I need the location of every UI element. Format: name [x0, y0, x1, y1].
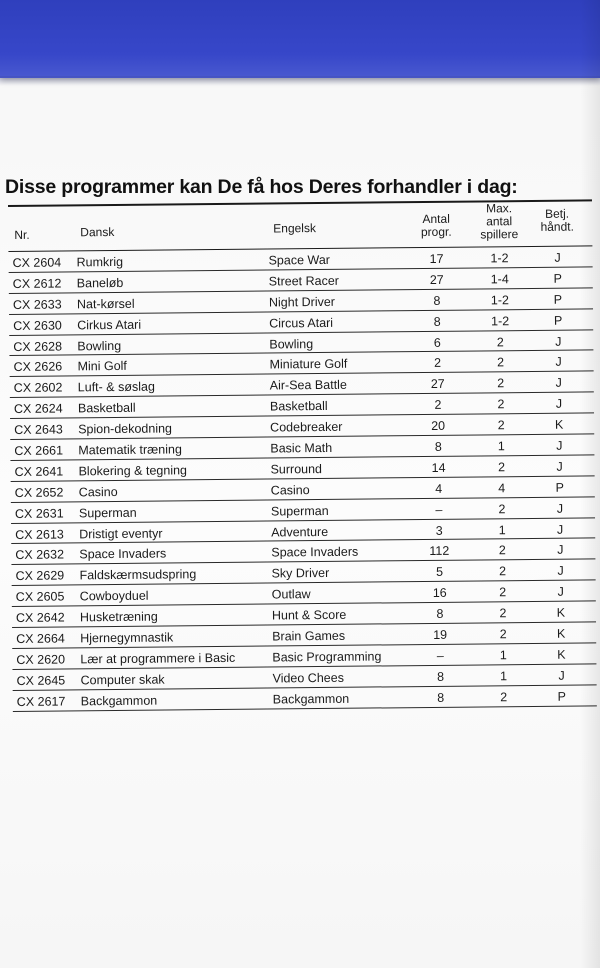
- cell-engelsk: Sky Driver: [271, 566, 330, 581]
- page-edge-shade: [580, 0, 600, 968]
- header-antal-line2: progr.: [420, 224, 452, 240]
- cell-betj-handt: J: [556, 501, 564, 516]
- cell-engelsk: Street Racer: [268, 273, 339, 289]
- cell-nr: CX 2605: [15, 589, 65, 605]
- cell-antal-progr: –: [436, 648, 444, 663]
- cell-dansk: Bowling: [77, 338, 122, 353]
- cell-dansk: Rumkrig: [76, 254, 124, 270]
- cell-antal-progr: 16: [432, 586, 447, 601]
- cell-max-spillere: 1-2: [490, 251, 509, 266]
- cell-nr: CX 2643: [14, 422, 63, 438]
- header-max-line1: Max.: [485, 201, 513, 216]
- cell-max-spillere: 1-4: [490, 272, 509, 287]
- cell-betj-handt: J: [555, 334, 562, 349]
- cell-engelsk: Basic Programming: [272, 649, 382, 665]
- cell-betj-handt: P: [553, 292, 563, 307]
- cell-max-spillere: 2: [497, 460, 506, 475]
- cell-antal-progr: 4: [435, 481, 443, 496]
- header-nr: Nr.: [14, 227, 30, 242]
- cell-max-spillere: 2: [497, 397, 505, 412]
- page-heading: Disse programmer kan De få hos Deres forhandler i dag:: [5, 176, 518, 198]
- cell-betj-handt: J: [557, 543, 564, 558]
- cell-engelsk: Night Driver: [268, 294, 336, 310]
- cell-betj-handt: J: [555, 376, 562, 391]
- cell-nr: CX 2632: [15, 547, 65, 563]
- cell-dansk: Superman: [78, 505, 137, 521]
- table-header-row: [8, 201, 592, 252]
- header-antal-line1: Antal: [422, 211, 450, 227]
- cell-engelsk: Space War: [268, 252, 330, 268]
- cell-nr: CX 2652: [14, 485, 64, 500]
- cell-antal-progr: –: [435, 502, 443, 517]
- cell-dansk: Cirkus Atari: [77, 317, 142, 333]
- cell-nr: CX 2629: [15, 568, 65, 584]
- cell-max-spillere: 2: [497, 376, 505, 391]
- cell-antal-progr: 14: [431, 460, 446, 475]
- cell-nr: CX 2661: [14, 443, 64, 458]
- cell-nr: CX 2617: [16, 694, 66, 709]
- cell-nr: CX 2626: [13, 359, 63, 375]
- cell-betj-handt: P: [553, 271, 562, 286]
- cell-dansk: Backgammon: [80, 693, 158, 709]
- cell-betj-handt: P: [557, 689, 566, 704]
- cell-engelsk: Miniature Golf: [269, 357, 348, 372]
- cell-betj-handt: K: [554, 417, 564, 432]
- cell-betj-handt: J: [554, 250, 561, 265]
- cell-engelsk: Superman: [270, 503, 329, 519]
- cell-nr: CX 2631: [14, 506, 64, 521]
- cell-dansk: Computer skak: [80, 672, 165, 688]
- cell-nr: CX 2641: [14, 464, 64, 479]
- cell-max-spillere: 2: [499, 627, 507, 642]
- cell-max-spillere: 2: [499, 606, 507, 621]
- cell-antal-progr: 8: [436, 669, 445, 684]
- cell-dansk: Faldskærmsudspring: [79, 567, 197, 583]
- cell-betj-handt: J: [555, 355, 562, 370]
- cell-nr: CX 2645: [16, 673, 66, 688]
- header-betj-handt: [528, 207, 586, 234]
- cell-max-spillere: 1: [499, 669, 508, 684]
- cell-betj-handt: K: [557, 647, 566, 662]
- cell-dansk: Space Invaders: [79, 546, 167, 562]
- cell-nr: CX 2602: [13, 380, 63, 396]
- cell-engelsk: Codebreaker: [270, 419, 343, 435]
- cell-antal-progr: 8: [433, 293, 441, 308]
- cell-engelsk: Surround: [270, 461, 323, 477]
- cell-max-spillere: 2: [498, 501, 506, 516]
- cell-antal-progr: 112: [429, 544, 450, 559]
- cell-engelsk: Basic Math: [270, 440, 333, 456]
- cell-antal-progr: 20: [431, 418, 446, 434]
- cell-nr: CX 2642: [15, 610, 65, 626]
- cell-engelsk: Hunt & Score: [271, 607, 347, 623]
- cell-dansk: Nat-kørsel: [76, 296, 135, 312]
- cell-max-spillere: 1-2: [491, 313, 510, 329]
- cell-engelsk: Casino: [270, 482, 310, 498]
- header-max-line2: antal: [486, 214, 513, 229]
- cell-engelsk: Outlaw: [271, 587, 311, 602]
- cell-max-spillere: 2: [498, 543, 506, 558]
- cell-dansk: Cowboyduel: [79, 588, 149, 604]
- cell-max-spillere: 1: [498, 522, 506, 537]
- cell-betj-handt: J: [556, 438, 563, 453]
- cell-engelsk: Adventure: [271, 524, 329, 540]
- cell-max-spillere: 4: [498, 481, 506, 496]
- cell-max-spillere: 2: [499, 585, 507, 600]
- cell-antal-progr: 5: [435, 565, 444, 580]
- table-body: [8, 246, 596, 711]
- cell-engelsk: Circus Atari: [269, 315, 334, 331]
- cell-max-spillere: 2: [498, 564, 507, 579]
- cell-betj-handt: K: [556, 626, 566, 641]
- cell-dansk: Luft- & søslag: [77, 379, 155, 395]
- cell-engelsk: Video Chees: [272, 670, 344, 686]
- cell-dansk: Matematik træning: [78, 442, 182, 458]
- header-max-spillere: [470, 202, 528, 242]
- cell-nr: CX 2612: [12, 276, 62, 291]
- cell-nr: CX 2628: [13, 339, 63, 354]
- cell-engelsk: Bowling: [269, 336, 314, 352]
- cell-nr: CX 2613: [15, 527, 64, 542]
- cell-max-spillere: 2: [500, 689, 508, 705]
- cell-betj-handt: J: [556, 522, 564, 537]
- cell-dansk: Hjernegymnastik: [80, 630, 174, 646]
- cell-antal-progr: 3: [435, 523, 443, 538]
- cell-antal-progr: 2: [433, 356, 442, 371]
- cell-antal-progr: 8: [436, 606, 444, 622]
- cell-max-spillere: 1-2: [490, 292, 510, 308]
- cell-dansk: Mini Golf: [77, 359, 127, 374]
- cell-antal-progr: 27: [430, 377, 445, 392]
- cell-engelsk: Space Invaders: [271, 545, 359, 560]
- blue-header-band: [0, 0, 600, 78]
- cell-dansk: Husketræning: [79, 609, 158, 625]
- cell-max-spillere: 1: [499, 648, 507, 663]
- band-shadow: [0, 76, 600, 86]
- cell-max-spillere: 2: [497, 418, 505, 433]
- cell-antal-progr: 17: [429, 251, 444, 266]
- cell-antal-progr: 27: [429, 272, 444, 287]
- header-max-line3: spillere: [480, 227, 519, 242]
- cell-engelsk: Air-Sea Battle: [269, 378, 347, 393]
- cell-max-spillere: 1: [497, 439, 505, 454]
- cell-nr: CX 2624: [13, 401, 63, 417]
- cell-dansk: Casino: [78, 484, 118, 500]
- cell-dansk: Baneløb: [76, 275, 124, 291]
- cell-engelsk: Brain Games: [272, 628, 346, 644]
- cell-antal-progr: 8: [434, 439, 442, 454]
- table-row: [13, 685, 597, 711]
- cell-betj-handt: J: [556, 459, 563, 474]
- cell-nr: CX 2630: [13, 318, 62, 333]
- cell-nr: CX 2604: [12, 255, 62, 270]
- cell-max-spillere: 2: [496, 355, 505, 370]
- cell-engelsk: Backgammon: [272, 691, 350, 707]
- cell-betj-handt: P: [553, 313, 563, 328]
- cell-betj-handt: J: [555, 396, 563, 411]
- cell-dansk: Blokering & tegning: [78, 463, 188, 479]
- cell-betj-handt: P: [555, 480, 564, 495]
- cell-max-spillere: 2: [496, 334, 504, 349]
- header-betj-line1: Betj.: [545, 206, 570, 221]
- cell-betj-handt: J: [557, 564, 564, 579]
- cell-nr: CX 2633: [12, 297, 62, 312]
- cell-dansk: Basketball: [77, 401, 136, 416]
- cell-dansk: Lær at programmere i Basic: [80, 650, 236, 667]
- cell-dansk: Spion-dekodning: [78, 421, 173, 437]
- header-engelsk: Engelsk: [273, 221, 317, 236]
- cell-nr: CX 2620: [16, 652, 66, 667]
- cell-antal-progr: 19: [433, 627, 448, 642]
- cell-dansk: Dristigt eventyr: [79, 526, 163, 541]
- cell-nr: CX 2664: [16, 631, 65, 646]
- cell-engelsk: Basketball: [269, 399, 328, 414]
- cell-betj-handt: K: [556, 605, 566, 620]
- program-table: [8, 199, 597, 711]
- cell-antal-progr: 6: [433, 335, 441, 350]
- cell-antal-progr: 8: [433, 314, 441, 329]
- cell-antal-progr: 8: [437, 690, 445, 705]
- header-betj-line2: håndt.: [540, 219, 574, 234]
- cell-betj-handt: J: [558, 668, 565, 683]
- header-dansk: Dansk: [80, 224, 115, 240]
- header-antal-progr: [411, 213, 461, 239]
- cell-antal-progr: 2: [434, 398, 442, 413]
- cell-betj-handt: J: [557, 584, 564, 599]
